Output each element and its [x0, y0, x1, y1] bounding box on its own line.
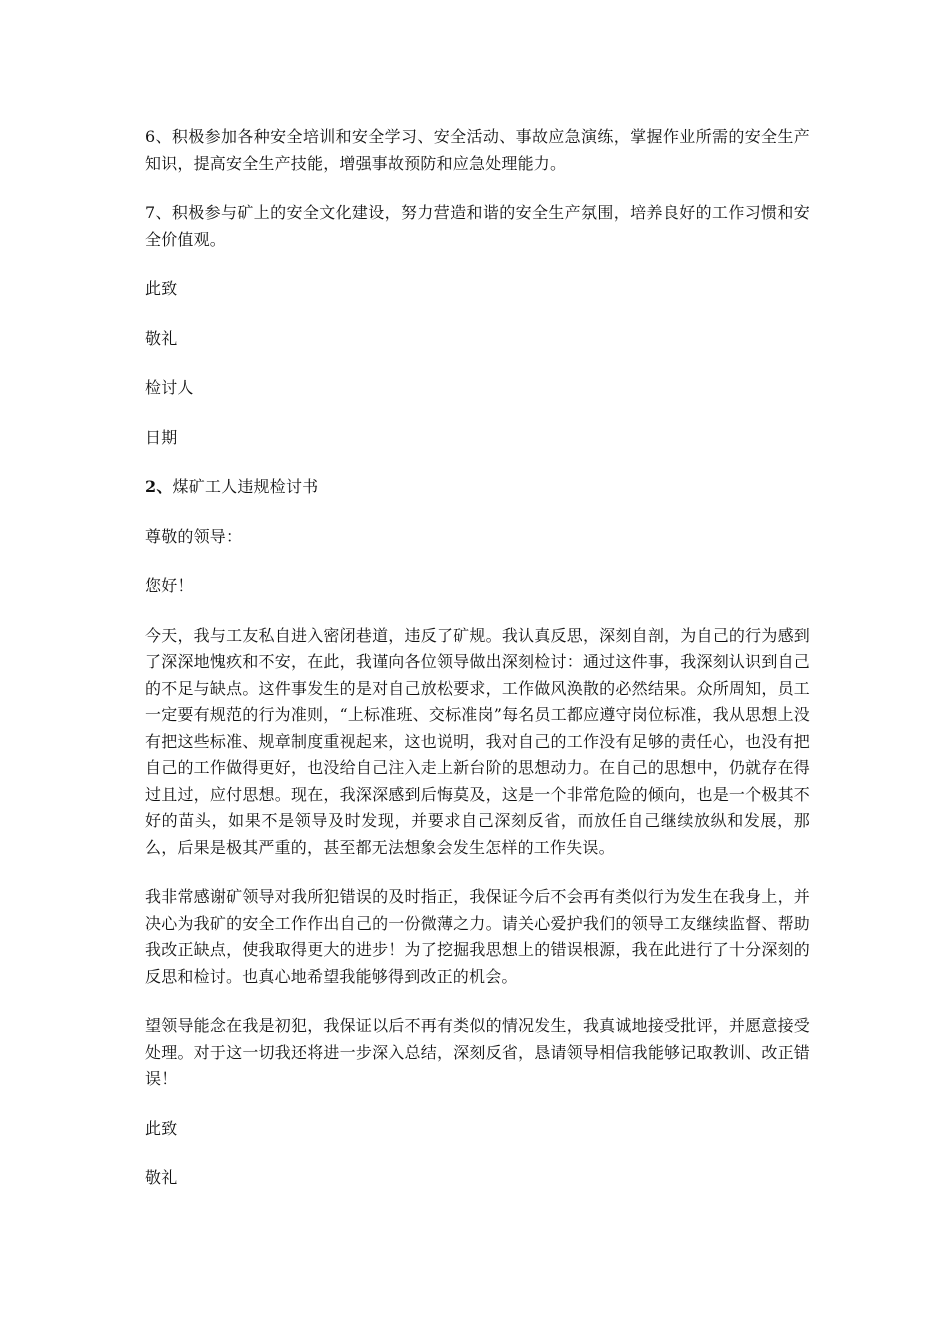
letter-greeting: 您好！ — [145, 576, 194, 595]
paragraph-item-6: 6、积极参加各种安全培训和安全学习、安全活动、事故应急演练，掌握作业所需的安全生产知识，提高安全生产技能，增强事故预防和应急处理能力。 — [145, 127, 810, 173]
section-heading — [145, 474, 810, 501]
paragraph-item-7: 7、积极参与矿上的安全文化建设，努力营造和谐的安全生产氛围，培养良好的工作习惯和安全价值观。 — [145, 203, 810, 249]
document-page — [145, 124, 810, 1215]
letter-salutation: 尊敬的领导： — [145, 526, 243, 546]
letter-body-paragraph: 望领导能念在我是初犯，我保证以后不再有类似的情况发生，我真诚地接受批评，并愿意接受处理。对于这一切我还将进一步深入总结，深刻反省，恳请领导相信我能够记取教训、改正错误！ — [145, 1016, 810, 1088]
letter-closing: 此致 — [145, 1118, 178, 1138]
signer-label: 检讨人 — [145, 378, 194, 397]
letter-body-paragraph: 我非常感谢矿领导对我所犯错误的及时指正，我保证今后不会再有类似行为发生在我身上，并决心为我矿的安全工作作出自己的一份微薄之力。请关心爱护我们的领导工友继续监督、帮助我改正缺点，使我取得更大的进步！为了挖掘我思想上的错误根源，我在此进行了十分深刻的反思和检讨。也真心地希望我能够得到改正的机会。 — [145, 887, 810, 986]
salute-text: 敬礼 — [145, 328, 178, 348]
letter-body-paragraph: 今天，我与工友私自进入密闭巷道，违反了矿规。我认真反思，深刻自剖，为自己的行为感到了深深地愧疚和不安，在此，我谨向各位领导做出深刻检讨：通过这件事，我深刻认识到自己的不足与缺点。这件事发生的是对自己放松要求，工作做风涣散的必然结果。众所周知，员工一定要有规范的行为准则，“上标准班、交标准岗”每名员工都应遵守岗位标准，我从思想上没有把这些标准、规章制度重视起来，这也说明，我对自己的工作没有足够的责任心，也没有把自己的工作做得更好，也没给自己注入走上新台阶的思想动力。在自己的思想中，仍就存在得过且过，应付思想。现在，我深深感到后悔莫及，这是一个非常危险的倾向，也是一个极其不好的苗头，如果不是领导及时发现，并要求自己深刻反省，而放任自己继续放纵和发展，那么，后果是极其严重的，甚至都无法想象会发生怎样的工作失误。 — [145, 625, 810, 857]
closing-text: 此致 — [145, 279, 178, 298]
section-number: 2、 — [145, 477, 173, 496]
date-label: 日期 — [145, 427, 178, 447]
section-title: 煤矿工人违规检讨书 — [172, 477, 319, 496]
letter-salute: 敬礼 — [145, 1168, 178, 1187]
